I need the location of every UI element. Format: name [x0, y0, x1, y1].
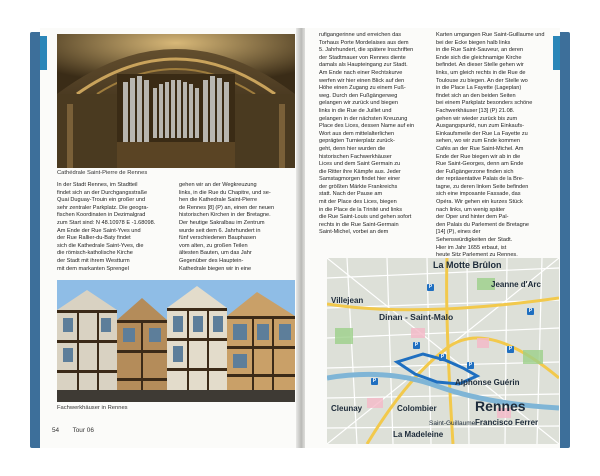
- text-line: Toulouse zu biegen. An der Stelle wo: [436, 77, 528, 84]
- open-guidebook: [30, 28, 570, 448]
- text-line: die römisch-katholische Kirche: [57, 250, 133, 257]
- text-line: die Rue Saint-Louis und gehen sofort: [319, 214, 412, 221]
- map-label-jeanne-darc: Jeanne d'Arc: [491, 280, 541, 289]
- text-line: Lices und dem Saint Germain zu: [319, 161, 401, 168]
- text-line: Ende der Rue biegen wir ab in die: [436, 153, 521, 160]
- text-line: findet sich an der Durchgangsstraße: [57, 189, 148, 196]
- text-line: in die Place de la Trinité und links: [319, 206, 403, 213]
- text-line: sich die Kathedrale Saint-Yves, die: [57, 242, 144, 249]
- text-line: befindet. An dieser Stelle gehen wir: [436, 62, 524, 69]
- text-line: statt. Nach der Pause am: [319, 191, 383, 198]
- text-line: vom alten, zu großen Teilen: [179, 242, 248, 249]
- text-line: den Palais du Parlement de Bretagne: [436, 221, 529, 228]
- parking-icon: P: [372, 378, 377, 384]
- text-line: die Ritter ihre Kämpfe aus. Jeder: [319, 168, 401, 175]
- text-line: nach links, um wenig später: [436, 206, 506, 213]
- text-line: fünf verschiedenen Bauphasen: [179, 235, 257, 242]
- text-line: Einkaufsmeile der Rue La Fayette zu: [436, 130, 528, 137]
- text-line: hen die Kathedrale Saint-Pierre: [179, 197, 258, 204]
- text-line: Wort aus dem mittelalterlichen: [319, 130, 395, 137]
- text-line: historischen Kirchen in der Bretagne.: [179, 212, 271, 219]
- cathedral-organ-photo: [57, 34, 295, 168]
- text-line: Torhaus Porte Mordelaises aus dem: [319, 39, 409, 46]
- text-line: historischen Fachwerkhäuser: [319, 153, 392, 160]
- text-line: Am Ende der Rue Saint-Yves und: [57, 227, 141, 234]
- text-line: Place des Lices, dessen Name auf ein: [319, 123, 415, 130]
- text-line: Cafés an der Rue Saint-Michel. Am: [436, 145, 524, 152]
- map-label-alphonse-guerin: Alphonse Guérin: [455, 378, 520, 387]
- map-label-saint-guillaume: Saint-Guillaume: [429, 420, 476, 427]
- text-line: der Stadtmauer von Rennes diente: [319, 54, 406, 61]
- page-tab-marker: [553, 36, 560, 70]
- text-line: tagne, zu deren linken Seite befinden: [436, 183, 529, 190]
- page-footer-left: [52, 427, 94, 434]
- right-text-column-2: [436, 32, 550, 260]
- text-line: links in die Rue de Juillet und: [319, 107, 392, 114]
- map-label-la-madeleine: La Madeleine: [393, 430, 444, 439]
- page-tab-marker: [40, 36, 47, 70]
- text-line: fischen Koordinaten in Dezimalgrad: [57, 212, 146, 219]
- text-line: werfen wir hier einen Blick auf den: [319, 77, 405, 84]
- text-line: gehen wir wieder zurück bis zum: [436, 115, 518, 122]
- text-line: Gegenüber des Hauptein-: [179, 257, 244, 264]
- text-line: sich eine imposante Fassade, das: [436, 191, 521, 198]
- text-line: sehen, wo wir zum Ende kommen: [436, 138, 520, 145]
- text-line: zum Start sind: N 48.10978 E -1.68098.: [57, 219, 156, 226]
- text-line: Am Ende nach einer Rechtskurve: [319, 69, 403, 76]
- photo-caption-houses: Fachwerkhäuser in Rennes: [57, 405, 128, 411]
- right-text-column-1: [319, 32, 429, 237]
- text-line: bei der Ecke biegen halb links: [436, 39, 511, 46]
- text-line: der Fußgängerzone finden sich: [436, 168, 514, 175]
- parking-icon: P: [528, 308, 533, 314]
- text-line: rufigangerinne und erreichen das: [319, 32, 402, 38]
- text-line: der Oper und hinter dem Pal-: [436, 214, 509, 221]
- map-label-rennes: Rennes: [475, 398, 526, 414]
- left-page: [40, 28, 300, 448]
- half-timbered-houses-photo: [57, 280, 295, 402]
- text-line: mit der Place des Lices, biegen: [319, 199, 397, 206]
- text-line: Ende sich die gleichnamige Kirche: [436, 54, 522, 61]
- text-line: wurde seit dem 6. Jahrhundert in: [179, 227, 261, 234]
- text-line: Der heutige Sakralbau im Zentrum: [179, 219, 265, 226]
- text-line: Opéra. Wir gehen ein kurzes Stück: [436, 199, 523, 206]
- text-line: mit dem markanten Sprengel: [57, 265, 129, 272]
- text-line: Höhe einen Zugang zu einem Fuß-: [319, 85, 406, 92]
- text-line: in die Place La Fayette (Lageplan): [436, 85, 522, 92]
- text-line: in die Rue Saint-Sauveur, an deren: [436, 47, 524, 54]
- map-label-cleunay: Cleunay: [331, 404, 363, 413]
- text-line: Quai Duguay-Trouin ein großer und: [57, 197, 146, 204]
- text-line: damals als Haupteingang zur Stadt.: [319, 62, 408, 69]
- map-label-villejean: Villejean: [331, 296, 364, 305]
- text-line: rechts in die Rue Saint-Germain: [319, 221, 399, 228]
- tour-label: Tour 06: [72, 427, 94, 434]
- text-line: gehen wir an der Wegkreuzung: [179, 182, 257, 188]
- text-line: gelangen wir zurück und biegen: [319, 100, 398, 107]
- text-line: Saint-Michel, vorbei an dem: [319, 229, 389, 236]
- text-line: links, in die Rue du Chapitre, und se-: [179, 189, 271, 196]
- right-page: [305, 28, 560, 448]
- text-line: ältesten Bauten, um das Jahr: [179, 250, 252, 257]
- text-line: Ausgangspunkt, nun zum Einkaufs-: [436, 123, 524, 130]
- text-line: de Rennes [8] (P) an, einen der neuen: [179, 204, 275, 211]
- text-line: bei einem Parkplatz besonders schöne: [436, 100, 533, 107]
- left-text-column-1: [57, 182, 173, 273]
- parking-icon: P: [468, 362, 473, 368]
- text-line: [14] (P), eines der: [436, 229, 481, 236]
- page-number: 54: [52, 427, 60, 434]
- text-line: Samstagmorgen findet hier einer: [319, 176, 401, 183]
- text-line: geprägten Turnierplatz zurück-: [319, 138, 395, 145]
- parking-icon: P: [508, 346, 513, 352]
- text-line: Hier im Jahr 1655 erbaut, ist: [436, 244, 507, 251]
- text-line: Rue Saint-Georges, denn am Ende: [436, 161, 524, 168]
- parking-icon: P: [428, 284, 433, 290]
- text-line: geht, denn hier wurden die: [319, 145, 386, 152]
- text-line: der größten Märkte Frankreichs: [319, 183, 398, 190]
- map-label-francisco-ferrer: Francisco Ferrer: [475, 418, 539, 427]
- text-line: links, um gleich rechts in die Rue de: [436, 69, 526, 76]
- parking-icon: P: [414, 342, 419, 348]
- text-line: Karten umgangen Rue Saint-Guillaume und: [436, 32, 545, 38]
- left-text-column-2: [179, 182, 295, 273]
- text-line: sehr zentraler Parkplatz. Die geogra-: [57, 204, 149, 211]
- parking-icon: P: [440, 354, 445, 360]
- photo-caption-cathedral: Cathédrale Saint-Pierre de Rennes: [57, 170, 148, 176]
- text-line: 5. Jahrhundert, die spätere Inschriften: [319, 47, 414, 54]
- text-line: Sehenswürdigkeiten der Stadt.: [436, 237, 513, 244]
- text-line: der Rue Rallier-du-Baty findet: [57, 235, 131, 242]
- city-map: [327, 258, 559, 444]
- text-line: der repräsentative Palais de la Bre-: [436, 176, 524, 183]
- map-label-colombier: Colombier: [397, 404, 437, 413]
- text-line: Fachwerkhäuser [13] (P) 21.08.: [436, 107, 515, 114]
- map-label-dinan-saint-malo: Dinan - Saint-Malo: [379, 312, 454, 322]
- text-line: weg. Durch den Fußgängerweg: [319, 92, 398, 99]
- text-line: Kathedrale biegen wir in eine: [179, 265, 252, 272]
- text-line: gelangen in der nächsten Kreuzung: [319, 115, 408, 122]
- text-line: In der Stadt Rennes, im Stadtteil: [57, 182, 138, 188]
- text-line: der Stadt mit ihrem Westturm: [57, 257, 130, 264]
- map-label-la-motte-brulon: La Motte Brûlon: [433, 260, 502, 270]
- text-line: heute Sitz Parlement zu Rennes.: [436, 252, 518, 259]
- text-line: findet sich an den beiden Seiten: [436, 92, 516, 99]
